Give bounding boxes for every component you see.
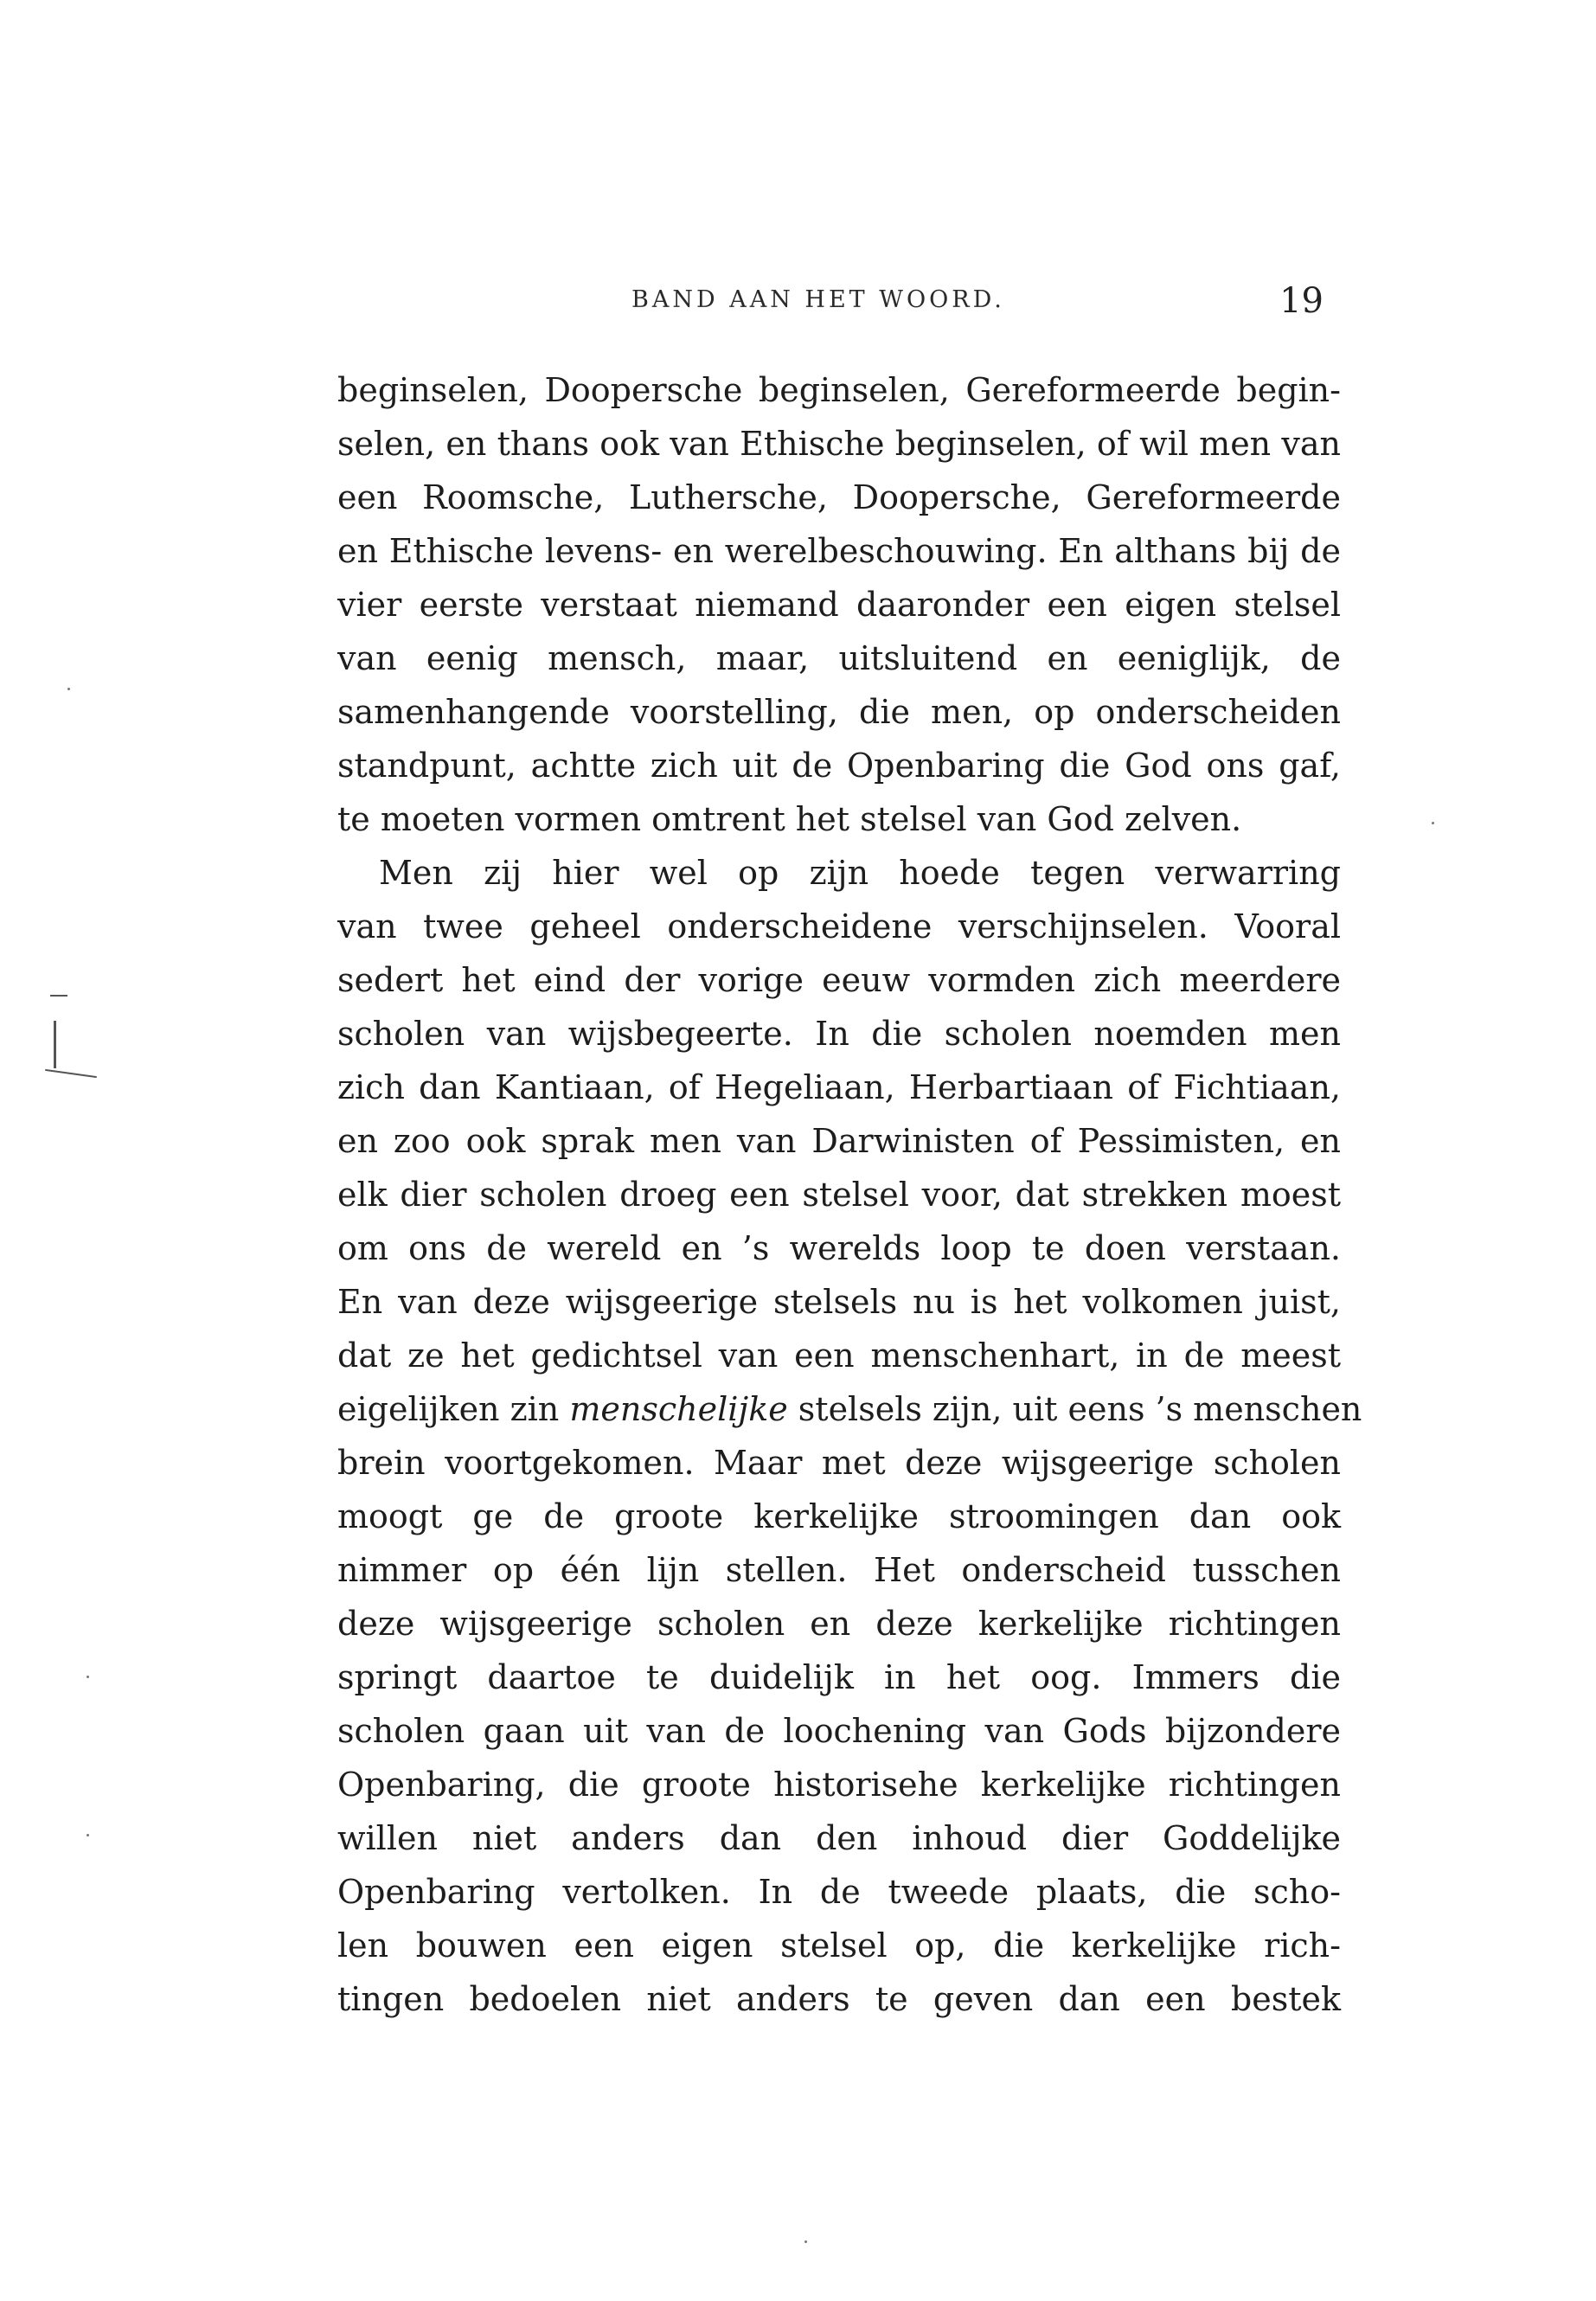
- scan-speck: [804, 2240, 807, 2243]
- running-header: [337, 281, 1324, 324]
- text-line: brein voortgekomen. Maar met deze wijsgeerige scholen: [337, 1444, 1341, 1482]
- text-line: selen, en thans ook van Ethische beginselen, of wil men van: [337, 425, 1341, 463]
- text-line: vier eerste verstaat niemand daaronder een eigen stelsel: [337, 586, 1341, 624]
- italic-word: menschelijke: [569, 1390, 788, 1428]
- text-line: samenhangende voorstelling, die men, op onderscheiden: [337, 693, 1341, 731]
- scan-mark: [50, 995, 67, 997]
- text-line: Men zij hier wel op zijn hoede tegen verwarring: [379, 854, 1341, 892]
- text-line: te moeten vormen omtrent het stelsel van God zelven.: [337, 800, 1242, 838]
- text-line: Openbaring vertolken. In de tweede plaats, die scho-: [337, 1873, 1341, 1911]
- text-line: een Roomsche, Luthersche, Doopersche, Gereformeerde: [337, 478, 1341, 516]
- text-line: standpunt, achtte zich uit de Openbaring die God ons gaf,: [337, 747, 1341, 785]
- text-line: van eenig mensch, maar, uitsluitend en eeniglijk, de: [337, 639, 1341, 677]
- page-number: 19: [1279, 281, 1324, 321]
- text-line: moogt ge de groote kerkelijke stroomingen dan ook: [337, 1497, 1341, 1535]
- scan-mark: [45, 1069, 97, 1078]
- text-line: deze wijsgeerige scholen en deze kerkelijke richtingen: [337, 1605, 1341, 1643]
- text-line: len bouwen een eigen stelsel op, die kerkelijke rich-: [337, 1926, 1341, 1965]
- scan-speck: [1432, 822, 1434, 824]
- text-line: om ons de wereld en ’s werelds loop te doen verstaan.: [337, 1229, 1341, 1267]
- scan-speck: [67, 688, 70, 690]
- body-text: [337, 363, 1362, 2026]
- text-line: en zoo ook sprak men van Darwinisten of Pessimisten, en: [337, 1122, 1341, 1160]
- scan-speck: [87, 1834, 89, 1836]
- text-line: beginselen, Doopersche beginselen, Gereformeerde begin-: [337, 371, 1341, 409]
- text-segment: eigelijken zin: [337, 1390, 560, 1428]
- text-line: zich dan Kantiaan, of Hegeliaan, Herbartiaan of Fichtiaan,: [337, 1068, 1341, 1106]
- text-line: springt daartoe te duidelijk in het oog. Immers die: [337, 1658, 1341, 1696]
- text-line: willen niet anders dan den inhoud dier Goddelijke: [337, 1819, 1341, 1857]
- text-segment: stelsels zijn, uit eens ’s menschen: [798, 1390, 1362, 1428]
- text-line: nimmer op één lijn stellen. Het onderscheid tusschen: [337, 1551, 1341, 1589]
- text-line: en Ethische levens- en werelbeschouwing. En althans bij de: [337, 532, 1341, 570]
- text-line: scholen van wijsbegeerte. In die scholen noemden men: [337, 1015, 1341, 1053]
- text-line: elk dier scholen droeg een stelsel voor, dat strekken moest: [337, 1176, 1341, 1214]
- text-line: En van deze wijsgeerige stelsels nu is het volkomen juist,: [337, 1283, 1341, 1321]
- running-title: BAND AAN HET WOORD.: [631, 286, 1005, 313]
- text-line: Openbaring, die groote historisehe kerkelijke richtingen: [337, 1766, 1341, 1804]
- scan-speck: [87, 1676, 89, 1678]
- scan-mark: [54, 1021, 56, 1068]
- text-line-with-italic: [337, 1382, 1362, 1436]
- text-line: sedert het eind der vorige eeuw vormden zich meerdere: [337, 961, 1341, 999]
- text-line: tingen bedoelen niet anders te geven dan een bestek: [337, 1980, 1341, 2018]
- text-line: scholen gaan uit van de loochening van Gods bijzondere: [337, 1712, 1341, 1750]
- text-line: dat ze het gedichtsel van een menschenhart, in de meest: [337, 1336, 1341, 1375]
- text-line: van twee geheel onderscheidene verschijnselen. Vooral: [337, 907, 1341, 945]
